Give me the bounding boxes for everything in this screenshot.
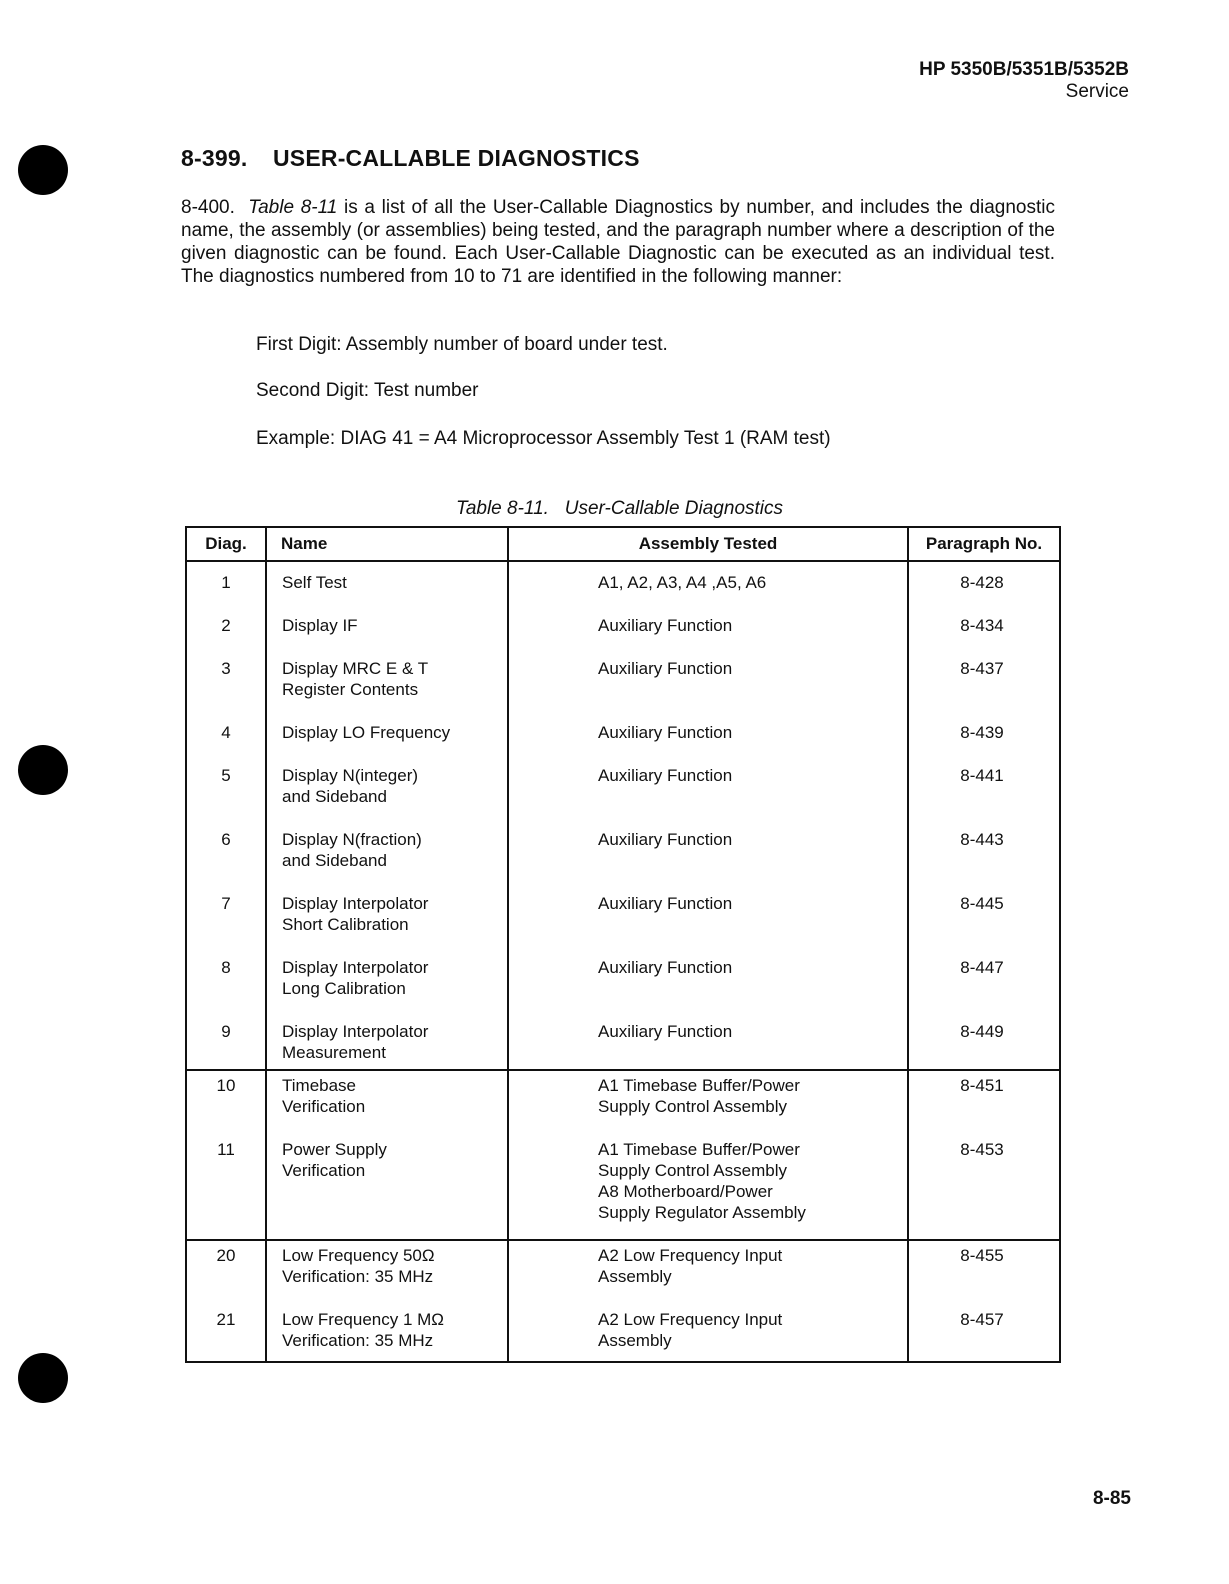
table-row <box>186 1287 1060 1362</box>
diag-cell: 10 <box>186 1070 266 1117</box>
paragraph-cell: 8-453 <box>908 1117 1060 1240</box>
paragraph-number: 8-400. <box>181 197 235 218</box>
paragraph-cell: 8-441 <box>908 743 1060 807</box>
header-model: HP 5350B/5351B/5352B <box>919 59 1129 80</box>
paragraph-cell: 8-437 <box>908 636 1060 700</box>
table-row <box>186 700 1060 743</box>
header-paragraph: Paragraph No. <box>908 527 1060 561</box>
name-cell: Display Interpolator Long Calibration <box>266 935 508 999</box>
diag-cell: 6 <box>186 807 266 871</box>
assembly-cell: A1 Timebase Buffer/Power Supply Control Assembly <box>508 1070 908 1117</box>
table-row <box>186 743 1060 807</box>
diag-cell: 3 <box>186 636 266 700</box>
name-cell: Low Frequency 50Ω Verification: 35 MHz <box>266 1240 508 1287</box>
paragraph-cell: 8-439 <box>908 700 1060 743</box>
name-cell: Low Frequency 1 MΩ Verification: 35 MHz <box>266 1287 508 1362</box>
name-cell: Display N(fraction) and Sideband <box>266 807 508 871</box>
header-diag: Diag. <box>186 527 266 561</box>
diag-cell: 20 <box>186 1240 266 1287</box>
first-digit-line: First Digit: Assembly number of board under test. <box>256 334 668 355</box>
assembly-cell: A2 Low Frequency Input Assembly <box>508 1287 908 1362</box>
table-row <box>186 561 1060 593</box>
name-cell: Timebase Verification <box>266 1070 508 1117</box>
assembly-cell: Auxiliary Function <box>508 807 908 871</box>
paragraph-cell: 8-443 <box>908 807 1060 871</box>
diag-cell: 9 <box>186 999 266 1070</box>
assembly-cell: A2 Low Frequency Input Assembly <box>508 1240 908 1287</box>
assembly-cell: A1 Timebase Buffer/Power Supply Control Assembly A8 Motherboard/Power Supply Regulator Assembly <box>508 1117 908 1240</box>
diag-cell: 5 <box>186 743 266 807</box>
punch-hole <box>18 1353 68 1403</box>
assembly-cell: Auxiliary Function <box>508 871 908 935</box>
diag-cell: 11 <box>186 1117 266 1240</box>
section-title-text: USER-CALLABLE DIAGNOSTICS <box>273 145 640 171</box>
paragraph-cell: 8-447 <box>908 935 1060 999</box>
punch-hole <box>18 145 68 195</box>
table-row <box>186 593 1060 636</box>
name-cell: Display MRC E & T Register Contents <box>266 636 508 700</box>
assembly-cell: Auxiliary Function <box>508 636 908 700</box>
table-row <box>186 636 1060 700</box>
header-section: Service <box>1065 81 1129 102</box>
name-cell: Display Interpolator Measurement <box>266 999 508 1070</box>
assembly-cell: A1, A2, A3, A4 ,A5, A6 <box>508 561 908 593</box>
table-caption: Table 8-11. User-Callable Diagnostics <box>455 498 784 519</box>
table-row <box>186 1117 1060 1240</box>
table-row <box>186 999 1060 1070</box>
diag-cell: 21 <box>186 1287 266 1362</box>
table-header-row <box>186 527 1060 561</box>
diagnostics-table <box>185 526 1061 1363</box>
section-number: 8-399. <box>181 145 248 171</box>
header-assembly: Assembly Tested <box>508 527 908 561</box>
table-row <box>186 871 1060 935</box>
paragraph-cell: 8-445 <box>908 871 1060 935</box>
paragraph-cell: 8-457 <box>908 1287 1060 1362</box>
diag-cell: 8 <box>186 935 266 999</box>
paragraph-cell: 8-455 <box>908 1240 1060 1287</box>
table-row <box>186 1240 1060 1287</box>
punch-hole <box>18 745 68 795</box>
name-cell: Self Test <box>266 561 508 593</box>
paragraph-cell: 8-428 <box>908 561 1060 593</box>
assembly-cell: Auxiliary Function <box>508 743 908 807</box>
assembly-cell: Auxiliary Function <box>508 935 908 999</box>
second-digit-line: Second Digit: Test number <box>256 380 479 401</box>
name-cell: Display N(integer) and Sideband <box>266 743 508 807</box>
table-reference: Table 8-11 <box>248 197 338 218</box>
diag-cell: 4 <box>186 700 266 743</box>
paragraph-cell: 8-451 <box>908 1070 1060 1117</box>
header-name: Name <box>266 527 508 561</box>
diag-cell: 2 <box>186 593 266 636</box>
assembly-cell: Auxiliary Function <box>508 593 908 636</box>
paragraph-text: is a list of all the User-Callable Diagnostics by number, and includes the diagnostic name, the assembly (or assemblies) being tested, and the paragraph number where a description of the given diagnostic can be found. Each User-Callable Diagnostic can be executed as an individual test. The diagnostics numbered from 10 to 71 are identified in the following manner: <box>181 197 1055 287</box>
name-cell: Display IF <box>266 593 508 636</box>
table-row <box>186 807 1060 871</box>
assembly-cell: Auxiliary Function <box>508 700 908 743</box>
table-row <box>186 935 1060 999</box>
paragraph-cell: 8-434 <box>908 593 1060 636</box>
paragraph-cell: 8-449 <box>908 999 1060 1070</box>
diag-cell: 7 <box>186 871 266 935</box>
name-cell: Display LO Frequency <box>266 700 508 743</box>
example-line: Example: DIAG 41 = A4 Microprocessor Assembly Test 1 (RAM test) <box>256 428 831 449</box>
page-number: 8-85 <box>1092 1488 1131 1509</box>
table-row <box>186 1070 1060 1117</box>
assembly-cell: Auxiliary Function <box>508 999 908 1070</box>
diag-cell: 1 <box>186 561 266 593</box>
name-cell: Display Interpolator Short Calibration <box>266 871 508 935</box>
section-title <box>181 145 640 172</box>
name-cell: Power Supply Verification <box>266 1117 508 1240</box>
intro-paragraph <box>181 196 1055 288</box>
